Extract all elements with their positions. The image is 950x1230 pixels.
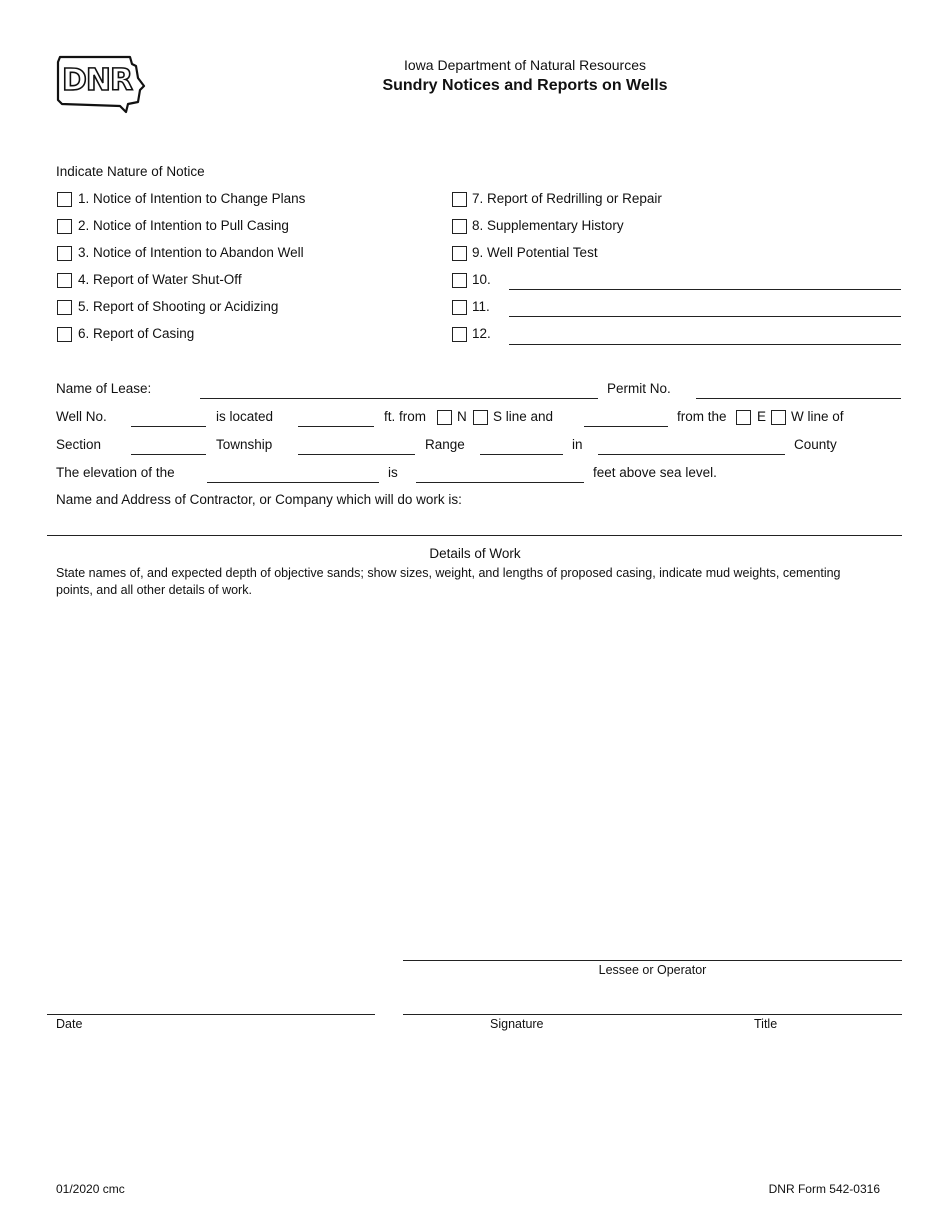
lessee-label: Lessee or Operator [598, 963, 707, 977]
form-number: DNR Form 542-0316 [768, 1182, 880, 1196]
option-12-label: 12. [472, 326, 491, 341]
checkbox-report-casing[interactable] [57, 327, 72, 342]
township-field[interactable] [298, 454, 415, 455]
option-11-label: 11. [472, 299, 490, 314]
option-10-label: 10. [472, 272, 491, 287]
w-line-of-label: W line of [791, 409, 844, 424]
details-instructions: State names of, and expected depth of objective sands; show sizes, weight, and lengths of proposed casing, indicate mud weights, cementing points, and all other details of work. [56, 566, 841, 597]
elevation-label: The elevation of the [56, 465, 175, 480]
option-12-field[interactable] [509, 344, 901, 345]
details-text-area[interactable] [56, 604, 902, 944]
checkbox-pull-casing[interactable] [57, 219, 72, 234]
well-no-label: Well No. [56, 409, 107, 424]
in-label: in [572, 437, 583, 452]
checkbox-water-shut-off[interactable] [57, 273, 72, 288]
contractor-field[interactable] [47, 535, 902, 536]
section-label: Section [56, 437, 102, 452]
checkbox-east[interactable] [736, 410, 751, 425]
details-heading: Details of Work [429, 546, 521, 561]
signature-label: Signature [490, 1017, 544, 1031]
option-water-shut-off: 4. Report of Water Shut-Off [78, 272, 242, 287]
checkbox-option-11[interactable] [452, 300, 467, 315]
date-line[interactable] [47, 1014, 375, 1015]
option-well-potential-test: 9. Well Potential Test [472, 245, 598, 260]
section-field[interactable] [131, 454, 206, 455]
option-report-casing: 6. Report of Casing [78, 326, 195, 341]
option-redrilling-repair: 7. Report of Redrilling or Repair [472, 191, 662, 206]
checkbox-redrilling-repair[interactable] [452, 192, 467, 207]
checkbox-north[interactable] [437, 410, 452, 425]
ew-distance-field[interactable] [584, 426, 668, 427]
range-label: Range [425, 437, 465, 452]
permit-no-field[interactable] [696, 398, 901, 399]
checkbox-option-12[interactable] [452, 327, 467, 342]
elevation-value-field[interactable] [416, 482, 584, 483]
contractor-label: Name and Address of Contractor, or Company which will do work is: [56, 492, 462, 507]
ns-distance-field[interactable] [298, 426, 374, 427]
signature-line[interactable] [403, 1014, 902, 1015]
is-label: is [388, 465, 398, 480]
notice-heading: Indicate Nature of Notice [56, 164, 205, 179]
option-abandon-well: 3. Notice of Intention to Abandon Well [78, 245, 304, 260]
checkbox-shooting-acidizing[interactable] [57, 300, 72, 315]
option-shooting-acidizing: 5. Report of Shooting or Acidizing [78, 299, 279, 314]
county-field[interactable] [598, 454, 785, 455]
logo-text: DNR [62, 63, 133, 98]
range-field[interactable] [480, 454, 563, 455]
checkbox-well-potential-test[interactable] [452, 246, 467, 261]
name-of-lease-field[interactable] [200, 398, 598, 399]
checkbox-supplementary-history[interactable] [452, 219, 467, 234]
well-no-field[interactable] [131, 426, 206, 427]
name-of-lease-label: Name of Lease: [56, 381, 152, 396]
option-11-field[interactable] [509, 316, 901, 317]
option-10-field[interactable] [509, 289, 901, 290]
township-label: Township [216, 437, 273, 452]
checkbox-west[interactable] [771, 410, 786, 425]
is-located-label: is located [216, 409, 274, 424]
checkbox-change-plans[interactable] [57, 192, 72, 207]
checkbox-option-10[interactable] [452, 273, 467, 288]
option-change-plans: 1. Notice of Intention to Change Plans [78, 191, 306, 206]
from-the-label: from the [677, 409, 727, 424]
north-label: N [457, 409, 467, 424]
page-title: Sundry Notices and Reports on Wells [382, 77, 668, 94]
s-line-and-label: S line and [493, 409, 554, 424]
title-label: Title [754, 1017, 778, 1031]
lessee-line[interactable] [403, 960, 902, 961]
elevation-reference-field[interactable] [207, 482, 379, 483]
permit-no-label: Permit No. [607, 381, 671, 396]
checkbox-south[interactable] [473, 410, 488, 425]
ft-from-label: ft. from [384, 409, 427, 424]
checkbox-abandon-well[interactable] [57, 246, 72, 261]
department-name: Iowa Department of Natural Resources [404, 57, 646, 73]
county-label: County [794, 437, 837, 452]
revision-code: 01/2020 cmc [56, 1182, 125, 1196]
option-pull-casing: 2. Notice of Intention to Pull Casing [78, 218, 289, 233]
date-label: Date [56, 1017, 83, 1031]
option-supplementary-history: 8. Supplementary History [472, 218, 624, 233]
east-label: E [757, 409, 767, 424]
feet-above-label: feet above sea level. [593, 465, 717, 480]
